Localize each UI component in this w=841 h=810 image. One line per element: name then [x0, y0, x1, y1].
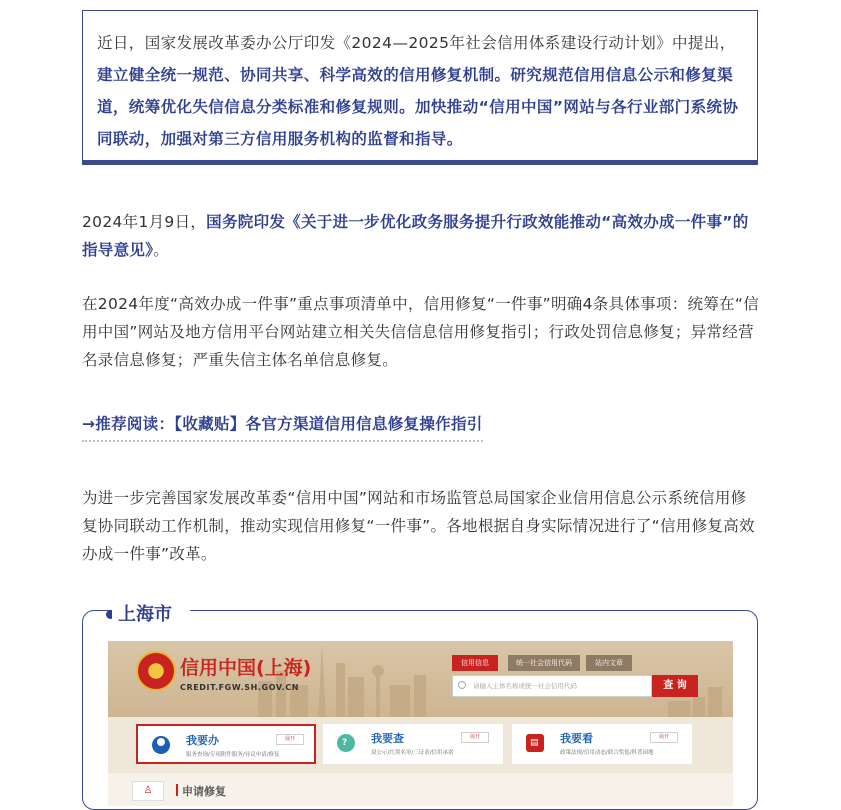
quote-plain: 近日，国家发展改革委办公厅印发《2024—2025年社会信用体系建设行动计划》中提出，	[97, 34, 736, 52]
expand-button[interactable]: 展开	[461, 732, 489, 743]
service-name: 我要看	[560, 732, 593, 745]
paragraph-guideline	[82, 208, 760, 264]
expand-button[interactable]: 展开	[276, 734, 304, 745]
policy-quote-text	[97, 27, 743, 155]
site-logo-text[interactable]: 信用中国(上海)	[180, 657, 312, 679]
search-icon	[458, 681, 466, 689]
service-sub: 双公示/红黑名单/三证表/信用承诺	[371, 750, 454, 756]
card-title: 上海市	[112, 601, 190, 629]
book-icon: ▤	[526, 734, 544, 752]
tab-credit-code[interactable]: 统一社会信用代码	[508, 655, 580, 671]
policy-quote-box	[82, 10, 758, 165]
paragraph-reform: 为进一步完善国家发展改革委“信用中国”网站和市场监管总局国家企业信用信息公示系统信用修复协同联动工作机制，推动实现信用修复“一件事”。各地根据自身实际情况进行了“信用修复高效办成一件事”改革。	[82, 489, 755, 563]
site-domain: CREDIT.FGW.SH.GOV.CN	[180, 683, 300, 692]
service-card-query[interactable]	[323, 724, 503, 764]
service-name: 我要查	[371, 732, 404, 745]
national-emblem-icon	[136, 651, 176, 691]
question-icon: ?	[337, 734, 355, 752]
service-sub: 服务查询/专项附件服务/异议申请/修复	[186, 752, 280, 758]
guideline-title: 国务院印发《关于进一步优化政务服务提升行政效能推动“高效办成一件事”的指导意见》	[82, 213, 749, 259]
user-repair-icon: ♙	[132, 781, 164, 801]
service-card-view[interactable]	[512, 724, 692, 764]
service-card-handle[interactable]	[136, 724, 316, 764]
tab-credit-info[interactable]: 信用信息	[452, 655, 498, 671]
apply-repair-label[interactable]: 申请修复	[182, 785, 226, 798]
search-input[interactable]: 请输入主体名称或统一社会信用代码	[452, 675, 652, 697]
tab-site-articles[interactable]: 站内文章	[586, 655, 632, 671]
recommend-link[interactable]: →推荐阅读：【收藏贴】各官方渠道信用信息修复操作指引	[82, 410, 483, 442]
website-screenshot	[108, 641, 733, 806]
section-marker	[176, 784, 178, 796]
quote-strong: 建立健全统一规范、协同共享、科学高效的信用修复机制。研究规范信用信息公示和修复渠道，统筹优化失信信息分类标准和修复规则。加快推动“信用中国”网站与各行业部门系统协同联动，加强对第三方信用服务机构的监督和指导。	[97, 66, 739, 148]
guideline-end: 。	[153, 241, 170, 259]
paragraph-items: 在2024年度“高效办成一件事”重点事项清单中，信用修复“一件事”明确4条具体事项：统筹在“信用中国”网站及地方信用平台网站建立相关失信信息信用修复指引；行政处罚信息修复；异常经营名录信息修复；严重失信主体名单信息修复。	[82, 295, 760, 369]
service-name: 我要办	[186, 734, 219, 747]
service-sub: 政策法规/信用动态/联合奖惩/科普园地	[560, 750, 654, 756]
person-icon	[152, 736, 170, 754]
search-button[interactable]: 查 询	[652, 675, 698, 697]
guideline-date: 2024年1月9日，	[82, 213, 207, 231]
expand-button[interactable]: 展开	[650, 732, 678, 743]
